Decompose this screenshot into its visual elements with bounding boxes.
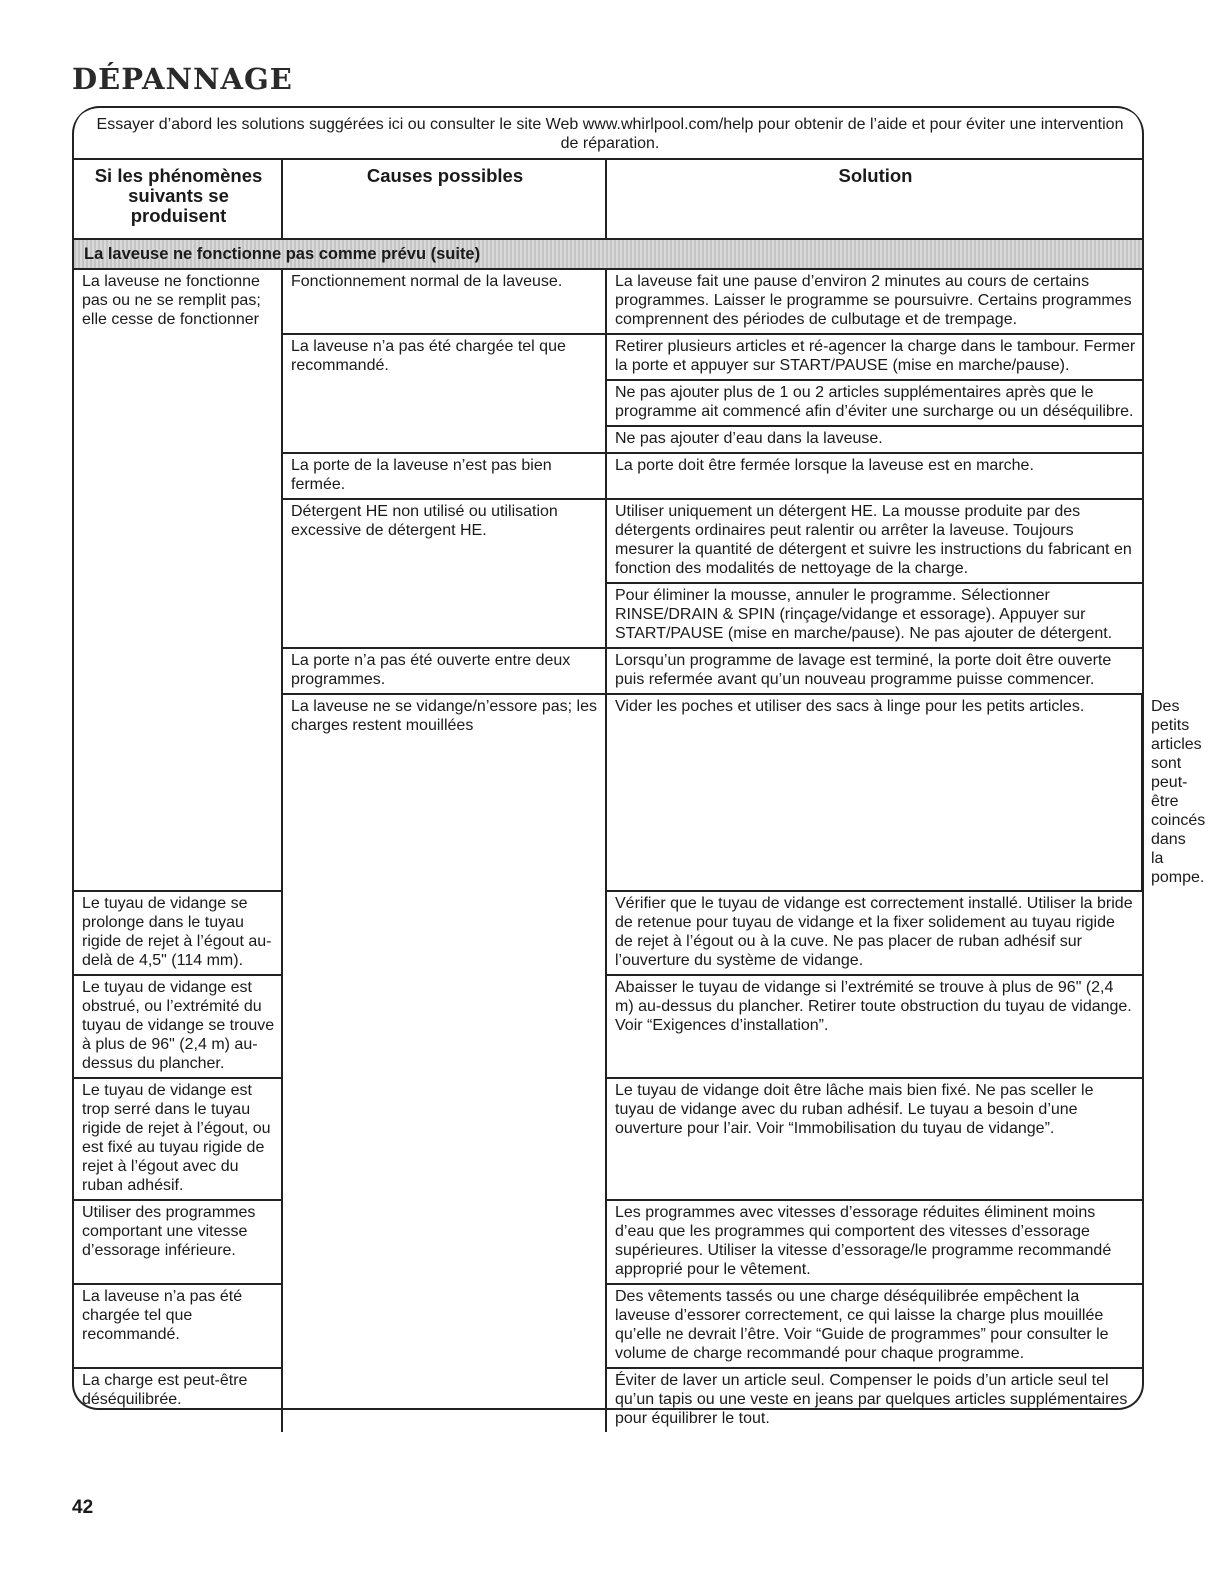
table-row [74, 1284, 1142, 1368]
solution-cell: Éviter de laver un article seul. Compenser le poids d’un article seul tel qu’un tapis ou une veste en jeans par quelques articles supplémentaires pour équilibrer le tout. [606, 1368, 1142, 1432]
solution-cell: Utiliser uniquement un détergent HE. La mousse produite par des détergents ordinaires peut ralentir ou arrêter la laveuse. Toujours mesurer la quantité de détergent et suivre les instructions du fabricant en fonction des modalités de nettoyage de la charge. [606, 499, 1142, 583]
header-row [74, 159, 1142, 239]
page-title: DÉPANNAGE [72, 62, 293, 96]
symptom-cell: La laveuse ne fonctionne pas ou ne se remplit pas; elle cesse de fonctionner [74, 269, 282, 891]
section-row [74, 239, 1142, 269]
solution-cell: Ne pas ajouter plus de 1 ou 2 articles supplémentaires après que le programme ait commencé afin d’éviter une surcharge ou un déséquilibre. [606, 380, 1142, 426]
cause-cell: Le tuyau de vidange est obstrué, ou l’extrémité du tuyau de vidange se trouve à plus de 96" (2,4 m) au-dessus du plancher. [74, 975, 282, 1078]
header-cause: Causes possibles [282, 159, 606, 239]
solution-cell: La laveuse fait une pause d’environ 2 minutes au cours de certains programmes. Laisser le programme se poursuivre. Certains programmes comprennent des périodes de culbutage et de trempage. [615, 273, 1132, 328]
cause-cell: La porte n’a pas été ouverte entre deux programmes. [282, 648, 606, 694]
solution-cell: Les programmes avec vitesses d’essorage réduites éliminent moins d’eau que les programmes qui comportent des vitesses d’essorage supérieures. Utiliser la vitesse d’essorage/le programme recommandé approprié pour le vêtement. [606, 1200, 1142, 1284]
cause-cell: Utiliser des programmes comportant une vitesse d’essorage inférieure. [74, 1200, 282, 1284]
cause-cell: La laveuse n’a pas été chargée tel que recommandé. [282, 334, 606, 453]
solution-cell: Vérifier que le tuyau de vidange est correctement installé. Utiliser la bride de retenue pour tuyau de vidange et la fixer solidement au tuyau rigide de rejet à l’égout ou à la cuve. Ne pas placer de ruban adhésif sur l’ouverture du système de vidange. [606, 891, 1142, 975]
cause-cell: La charge est peut-être déséquilibrée. [74, 1368, 282, 1432]
solution-cell: Des vêtements tassés ou une charge déséquilibrée empêchent la laveuse d’essorer correctement, ce qui laisse la charge plus mouillée qu’elle ne devrait l’être. Voir “Guide de programmes” pour consulter le volume de charge recommandé pour chaque programme. [606, 1284, 1142, 1368]
table-row [74, 1368, 1142, 1432]
intro-text: Essayer d’abord les solutions suggérées ici ou consulter le site Web www.whirlpool.com/help pour obtenir de l’aide et pour éviter une intervention de réparation. [96, 116, 1124, 152]
table-row [74, 269, 1142, 334]
solution-cell: Abaisser le tuyau de vidange si l’extrémité se trouve à plus de 96" (2,4 m) au-dessus du plancher. Retirer toute obstruction du tuyau de vidange. Voir “Exigences d’installation”. [606, 975, 1142, 1078]
cause-cell: Le tuyau de vidange se prolonge dans le tuyau rigide de rejet à l’égout au-delà de 4,5" (114 mm). [74, 891, 282, 975]
cause-cell: Fonctionnement normal de la laveuse. [282, 269, 606, 334]
solution-cell: Ne pas ajouter d’eau dans la laveuse. [606, 426, 1142, 453]
table-row: La laveuse ne se vidange/n’essore pas; les charges restent mouillées Vider les poches et utiliser des sacs à linge pour les petits articles. Des petits articles sont peut-être coincés dans la pompe. [74, 694, 1142, 891]
cause-cell: Le tuyau de vidange est trop serré dans le tuyau rigide de rejet à l’égout, ou est fixé au tuyau rigide de rejet à l’égout avec du ruban adhésif. [74, 1078, 282, 1200]
table-row [74, 891, 1142, 975]
header-symptom: Si les phénomènes suivants se produisent [74, 159, 282, 239]
cause-cell: Détergent HE non utilisé ou utilisation excessive de détergent HE. [282, 499, 606, 648]
cause-cell: La porte de la laveuse n’est pas bien fermée. [282, 453, 606, 499]
symptom-cell: La laveuse ne se vidange/n’essore pas; les charges restent mouillées [282, 694, 606, 1432]
section-title: La laveuse ne fonctionne pas comme prévu (suite) [74, 239, 1142, 269]
table-row [74, 975, 1142, 1078]
solution-cell: Lorsqu’un programme de lavage est terminé, la porte doit être ouverte puis refermée avant qu’un nouveau programme puisse commencer. [606, 648, 1142, 694]
page-number: 42 [72, 1497, 94, 1518]
table-row [74, 1200, 1142, 1284]
table-row [74, 1078, 1142, 1200]
solution-cell: Retirer plusieurs articles et ré-agencer la charge dans le tambour. Fermer la porte et appuyer sur START/PAUSE (mise en marche/pause). [606, 334, 1142, 380]
solution-cell: Le tuyau de vidange doit être lâche mais bien fixé. Ne pas sceller le tuyau de vidange avec du ruban adhésif. Le tuyau a besoin d’une ouverture pour l’air. Voir “Immobilisation du tuyau de vidange”. [606, 1078, 1142, 1200]
solution-cell: La porte doit être fermée lorsque la laveuse est en marche. [606, 453, 1142, 499]
solution-cell: Pour éliminer la mousse, annuler le programme. Sélectionner RINSE/DRAIN & SPIN (rinçage/vidange et essorage). Appuyer sur START/PAUSE (mise en marche/pause). Ne pas ajouter de détergent. [606, 583, 1142, 648]
troubleshooting-table [74, 158, 1206, 1432]
cause-cell: Vider les poches et utiliser des sacs à linge pour les petits articles. [606, 694, 1142, 891]
header-solution: Solution [606, 159, 1142, 239]
cause-cell: La laveuse n’a pas été chargée tel que recommandé. [74, 1284, 282, 1368]
